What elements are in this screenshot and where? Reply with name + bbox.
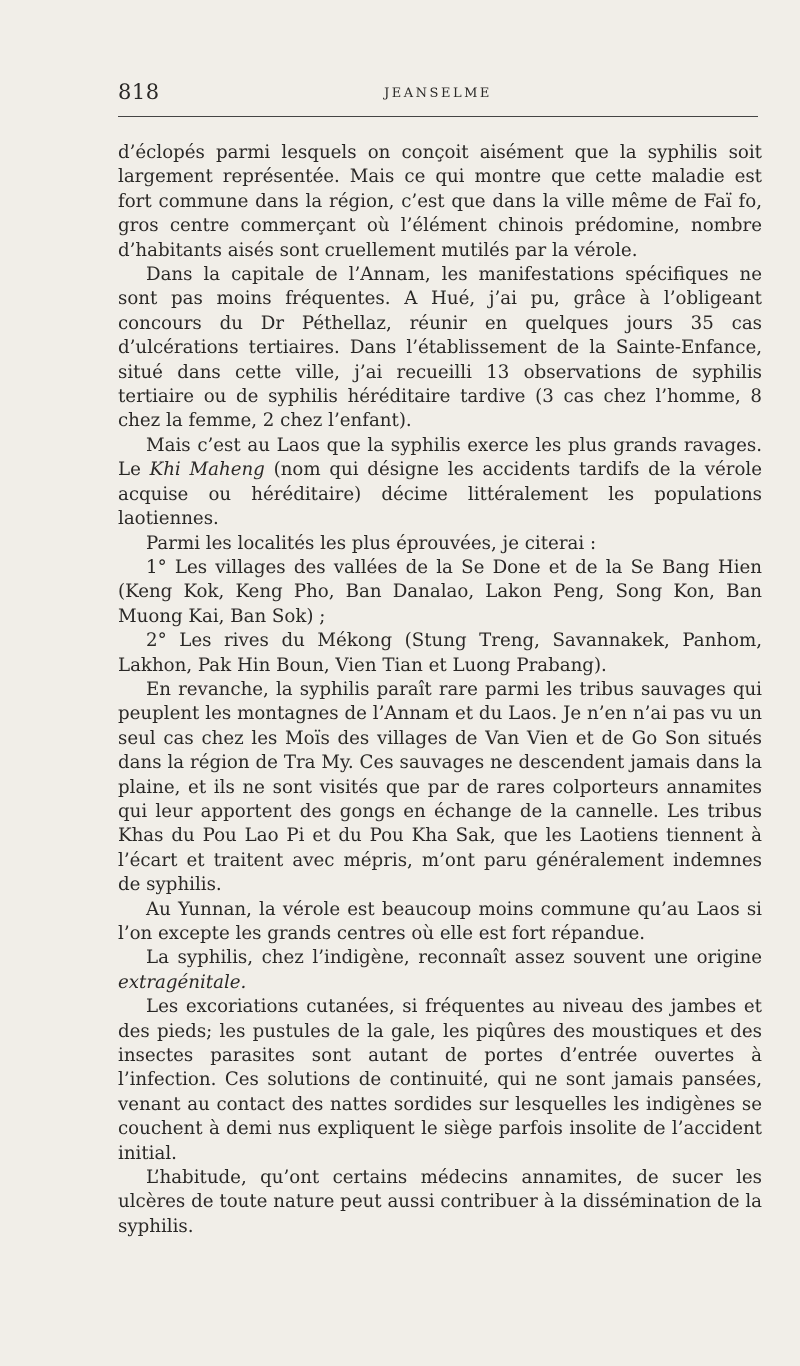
paragraph-text: Mais c’est au Laos que la syphilis exerce les plus grands ravages.	[146, 434, 762, 456]
paragraph-text: Le	[118, 459, 141, 481]
paragraph: d’éclopés parmi lesquels on conçoit aisément que la syphilis soit largement représentée. Mais ce qui montre que cette maladie est fort commune dans la région, c’est que dans la ville même de Faï fo, gros centre commerçant où l’élément chinois prédomine, nombre d’habitants aisés sont cruellement mutilés par la vérole.	[118, 142, 762, 261]
body-text	[118, 141, 762, 1239]
running-head: JEANSELME	[384, 86, 492, 101]
page-number: 818	[118, 80, 160, 104]
page-header	[118, 80, 758, 110]
header-rule	[118, 116, 758, 117]
paragraph-text: acquise ou héréditaire) décime littéralement les populations laotiennes.	[118, 483, 762, 530]
paragraph: Au Yunnan, la vérole est beaucoup moins commune qu’au Laos si l’on excepte les grands centres où elle est fort répandue.	[118, 898, 762, 944]
paragraph-text: La syphilis, chez l’indigène, reconnaît assez souvent une origine	[146, 947, 762, 969]
paragraph-text: (nom qui désigne les accidents tardifs de la vérole	[273, 459, 762, 481]
paragraph: 1° Les villages des vallées de la Se Done et de la Se Bang Hien (Keng Kok, Keng Pho, Ban Danalao, Lakon Peng, Song Kon, Ban Muong Kai, Ban Sok) ;	[118, 556, 762, 627]
italic-term: Khi Maheng	[149, 459, 265, 481]
paragraph	[118, 434, 762, 532]
paragraph	[118, 946, 762, 995]
paragraph: En revanche, la syphilis paraît rare parmi les tribus sauvages qui peuplent les montagnes de l’Annam et du Laos. Je n’en n’ai pas vu un seul cas chez les Moïs des villages de Van Vien et de Go Son situés dans la région de Tra My. Ces sauvages ne descendent jamais dans la plaine, et ils ne sont visités que par de rares colporteurs annamites qui leur apportent des gongs en échange de la cannelle. Les tribus Khas du Pou Lao Pi et du Pou Kha Sak, que les Laotiens tiennent à l’écart et traitent avec mépris, m’ont paru généralement indemnes de syphilis.	[118, 678, 762, 896]
italic-term: extragénitale.	[118, 971, 247, 993]
paragraph: 2° Les rives du Mékong (Stung Treng, Savannakek, Panhom, Lakhon, Pak Hin Boun, Vien Tian et Luong Prabang).	[118, 630, 762, 676]
paragraph: Parmi les localités les plus éprouvées, je citerai :	[146, 532, 597, 554]
paragraph: L’habitude, qu’ont certains médecins annamites, de sucer les ulcères de toute nature peut aussi contribuer à la dissémination de la syphilis.	[118, 1167, 762, 1237]
paragraph: Dans la capitale de l’Annam, les manifestations spécifiques ne sont pas moins fréquentes. A Hué, j’ai pu, grâce à l’obligeant concours du Dr Péthellaz, réunir en quelques jours 35 cas d’ulcérations tertiaires. Dans l’établissement de la Sainte-Enfance, situé dans cette ville, j’ai recueilli 13 observations de syphilis tertiaire ou de syphilis héréditaire tardive (3 cas chez l’homme, 8 chez la femme, 2 chez l’enfant).	[118, 264, 762, 432]
paragraph: Les excoriations cutanées, si fréquentes au niveau des jambes et des pieds; les pustules de la gale, les piqûres des moustiques et des insectes parasites sont autant de portes d’entrée ouvertes à l’infection. Ces solutions de continuité, qui ne sont jamais pansées, venant au contact des nattes sordides sur lesquelles les indigènes se couchent à demi nus expliquent le siège parfois insolite de l’accident initial.	[118, 996, 762, 1164]
